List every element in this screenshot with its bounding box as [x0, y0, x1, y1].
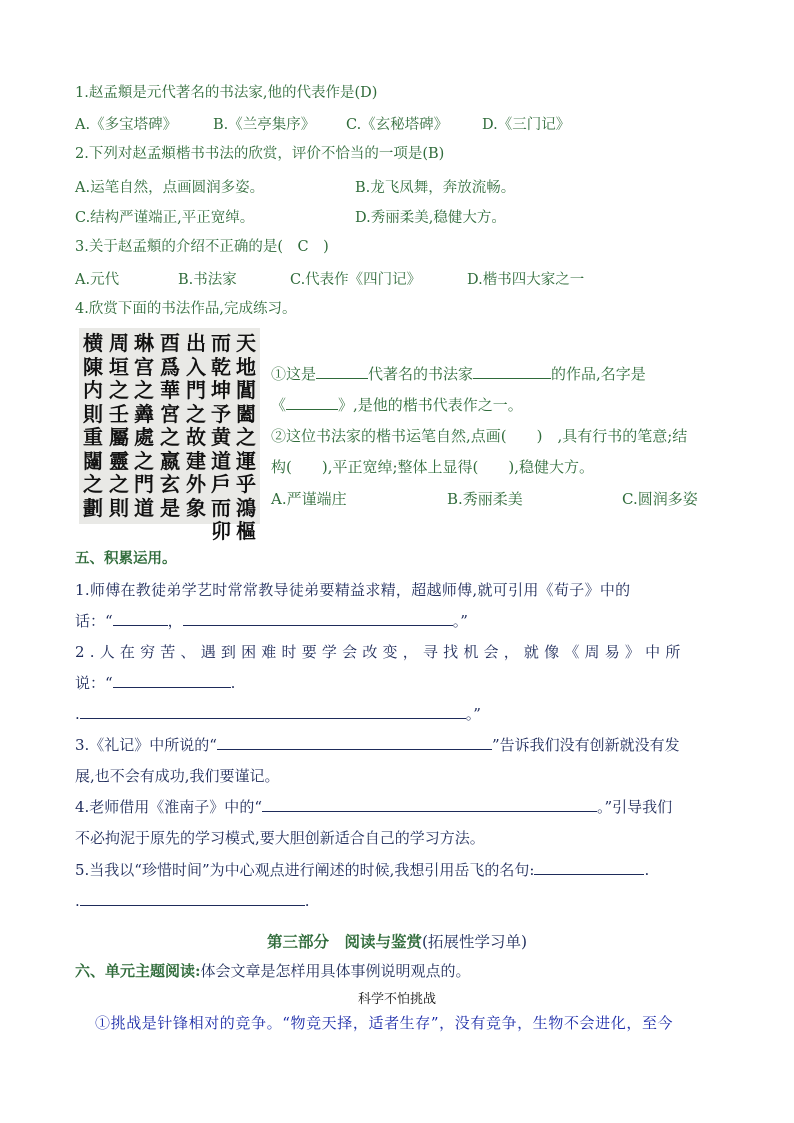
q1-option-b: B.《兰亭集序》 [213, 117, 316, 133]
part3-heading [0, 930, 794, 952]
q3-option-d: D.楷书四大家之一 [467, 272, 585, 288]
calligraphy-column: 琳 宫 之 羴 處 之 門 道 [134, 331, 154, 520]
q1-option-a: A.《多宝塔碑》 [75, 117, 178, 133]
calligraphy-column: 周 垣 之 壬 屬 靈 之 則 [109, 331, 129, 520]
q3-option-b: B.书法家 [178, 272, 237, 288]
s5-q1-line2: 话：“ ， 。” [75, 612, 468, 630]
q2-option-a: A.运笔自然，点画圆润多姿。 [75, 180, 265, 196]
q4-option-b: B.秀丽柔美 [447, 490, 523, 508]
answer-blank[interactable] [534, 860, 644, 875]
s5-q4-line2: 不必拘泥于原先的学习模式,要大胆创新适合自己的学习方法。 [75, 829, 485, 847]
calligraphy-column: 出 入 門 之 故 建 外 象 [186, 331, 206, 520]
q3-option-c: C.代表作《四门记》 [290, 272, 422, 288]
answer-blank[interactable] [113, 611, 168, 626]
q4-option-a: A.严谨端庄 [271, 490, 347, 508]
calligraphy-column: 酉 爲 華 宮 之 嬴 玄 是 [160, 331, 180, 520]
q2-option-b: B.龙飞凤舞，奔放流畅。 [355, 180, 516, 196]
answer-blank[interactable] [286, 395, 338, 410]
answer-blank[interactable] [80, 891, 305, 906]
s5-q5-line1: 5.当我以“珍惜时间”为中心观点进行阐述的时候,我想引用岳飞的名句: . [75, 861, 650, 879]
q1-option-c: C.《玄秘塔碑》 [346, 117, 449, 133]
s5-q3-line1: 3.《礼记》中所说的“ ”告诉我们没有创新就没有发 [75, 736, 680, 754]
s5-q2-line3: . 。” [75, 705, 481, 723]
calligraphy-image [79, 328, 260, 543]
s5-q4-line1: 4.老师借用《淮南子》中的“ 。”引导我们 [75, 798, 673, 816]
q4-line3: ②这位书法家的楷书运笔自然,点画( ) ,具有行书的笔意;结 [271, 427, 688, 445]
s5-q1-line1: 1.师傅在教徒弟学艺时常常教导徒弟要精益求精，超越师傅,就可引用《荀子》中的 [75, 581, 631, 599]
calligraphy-column: 而 乾 坤 予 黄 道 戶 而 卯 [211, 331, 231, 543]
calligraphy-column: 横 陳 内 則 重 闥 之 劃 [83, 331, 103, 520]
answer-blank[interactable] [113, 673, 231, 688]
s5-q5-line2: . . [75, 892, 310, 910]
part3-subtitle: (拓展性学习单) [421, 933, 528, 951]
section5-title: 五、积累运用。 [75, 550, 177, 567]
q2-stem: 2.下列对赵孟頫楷书书法的欣赏，评价不恰当的一项是(B) [75, 146, 445, 162]
q4-line2: 《 》,是他的楷书代表作之一。 [271, 396, 523, 414]
s5-q2-line1: 2.人在穷苦、遇到困难时要学会改变，寻找机会，就像《周易》中所 [75, 643, 686, 661]
answer-blank[interactable] [217, 735, 492, 750]
part3-title: 第三部分 阅读与鉴赏 [266, 932, 422, 951]
q4-line1: ①这是 代著名的书法家 的作品,名字是 [271, 365, 646, 383]
q4-stem: 4.欣赏下面的书法作品,完成练习。 [75, 301, 297, 317]
answer-blank[interactable] [262, 797, 597, 812]
answer-blank[interactable] [183, 611, 453, 626]
s5-q3-line2: 展,也不会有成功,我们要谨记。 [75, 767, 280, 785]
q4-option-c: C.圆润多姿 [622, 490, 698, 508]
s5-q2-line2: 说：“ . [75, 674, 236, 692]
answer-blank[interactable] [316, 364, 368, 379]
answer-blank[interactable] [473, 364, 551, 379]
q1-option-d: D.《三门记》 [482, 117, 571, 133]
answer-blank[interactable] [80, 704, 466, 719]
q2-option-c: C.结构严谨端正,平正宽绰。 [75, 210, 255, 226]
q3-option-a: A.元代 [75, 272, 120, 288]
section6-heading: 六、单元主题阅读:体会文章是怎样用具体事例说明观点的。 [75, 962, 471, 980]
q4-line4: 构( ),平正宽绰;整体上显得( ),稳健大方。 [271, 458, 595, 476]
q1-stem: 1.赵孟頫是元代著名的书法家,他的代表作是(D) [75, 85, 378, 101]
article-title: 科学不怕挑战 [357, 992, 436, 1007]
q2-option-d: D.秀丽柔美,稳健大方。 [355, 210, 506, 226]
calligraphy-column: 天 地 閶 闔 之 運 乎 鴻 樞 [236, 331, 256, 543]
q3-stem: 3.关于赵孟頫的介绍不正确的是( C ) [75, 239, 329, 255]
article-paragraph-1: ①挑战是针锋相对的竞争。“物竞天择，适者生存”，没有竞争，生物不会进化，至今 [95, 1014, 674, 1032]
